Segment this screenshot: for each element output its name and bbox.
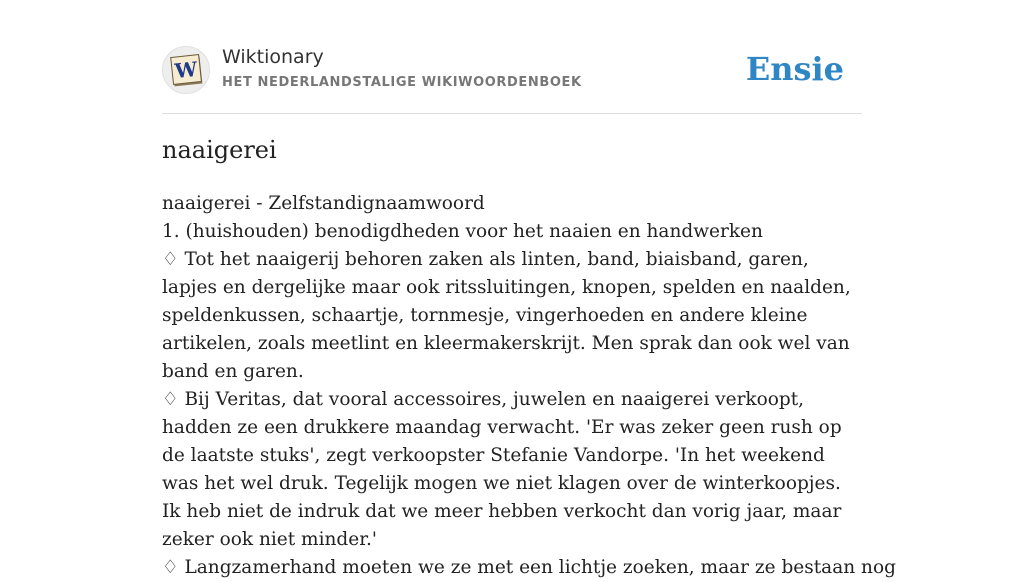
example-sentence: ♢ Langzamerhand moeten we ze met een lichtje zoeken, maar ze bestaan nog <box>162 557 896 578</box>
wiktionary-logo-icon[interactable] <box>162 46 210 94</box>
page-title: naaigerei <box>162 136 277 164</box>
header-divider <box>162 113 862 114</box>
dictionary-entry <box>162 190 896 582</box>
svg-text:W: W <box>173 56 199 84</box>
site-tagline: HET NEDERLANDSTALIGE WIKIWOORDENBOEK <box>222 75 582 90</box>
example-sentence: ♢ Tot het naaigerij behoren zaken als linten, band, biaisband, garen, lapjes en dergelijke maar ook ritssluitingen, knopen, spelden en naalden, speldenkussen, schaartje, tornmesje, vingerhoeden en andere kleine artikelen, zoals meetlint en kleermakerskrijt. Men sprak dan ook wel van band en garen. <box>162 249 851 382</box>
example-sentence: ♢ Bij Veritas, dat vooral accessoires, juwelen en naaigerei verkoopt, hadden ze een drukkere maandag verwacht. 'Er was zeker geen rush op de laatste stuks', zegt verkoopster Stefanie Vandorpe. 'In het weekend was het wel druk. Tegelijk mogen we niet klagen over de winterkoopjes. Ik heb niet de indruk dat we meer hebben verkocht dan vorig jaar, maar zeker ook niet minder.' <box>162 389 842 550</box>
wiktionary-tile-icon <box>170 55 204 87</box>
site-name[interactable]: Wiktionary <box>222 46 324 68</box>
ensie-brand-logo[interactable]: Ensie <box>745 50 844 88</box>
entry-definition: 1. (huishouden) benodigdheden voor het naaien en handwerken <box>162 221 763 242</box>
entry-heading: naaigerei - Zelfstandignaamwoord <box>162 193 485 214</box>
site-header <box>162 40 862 113</box>
